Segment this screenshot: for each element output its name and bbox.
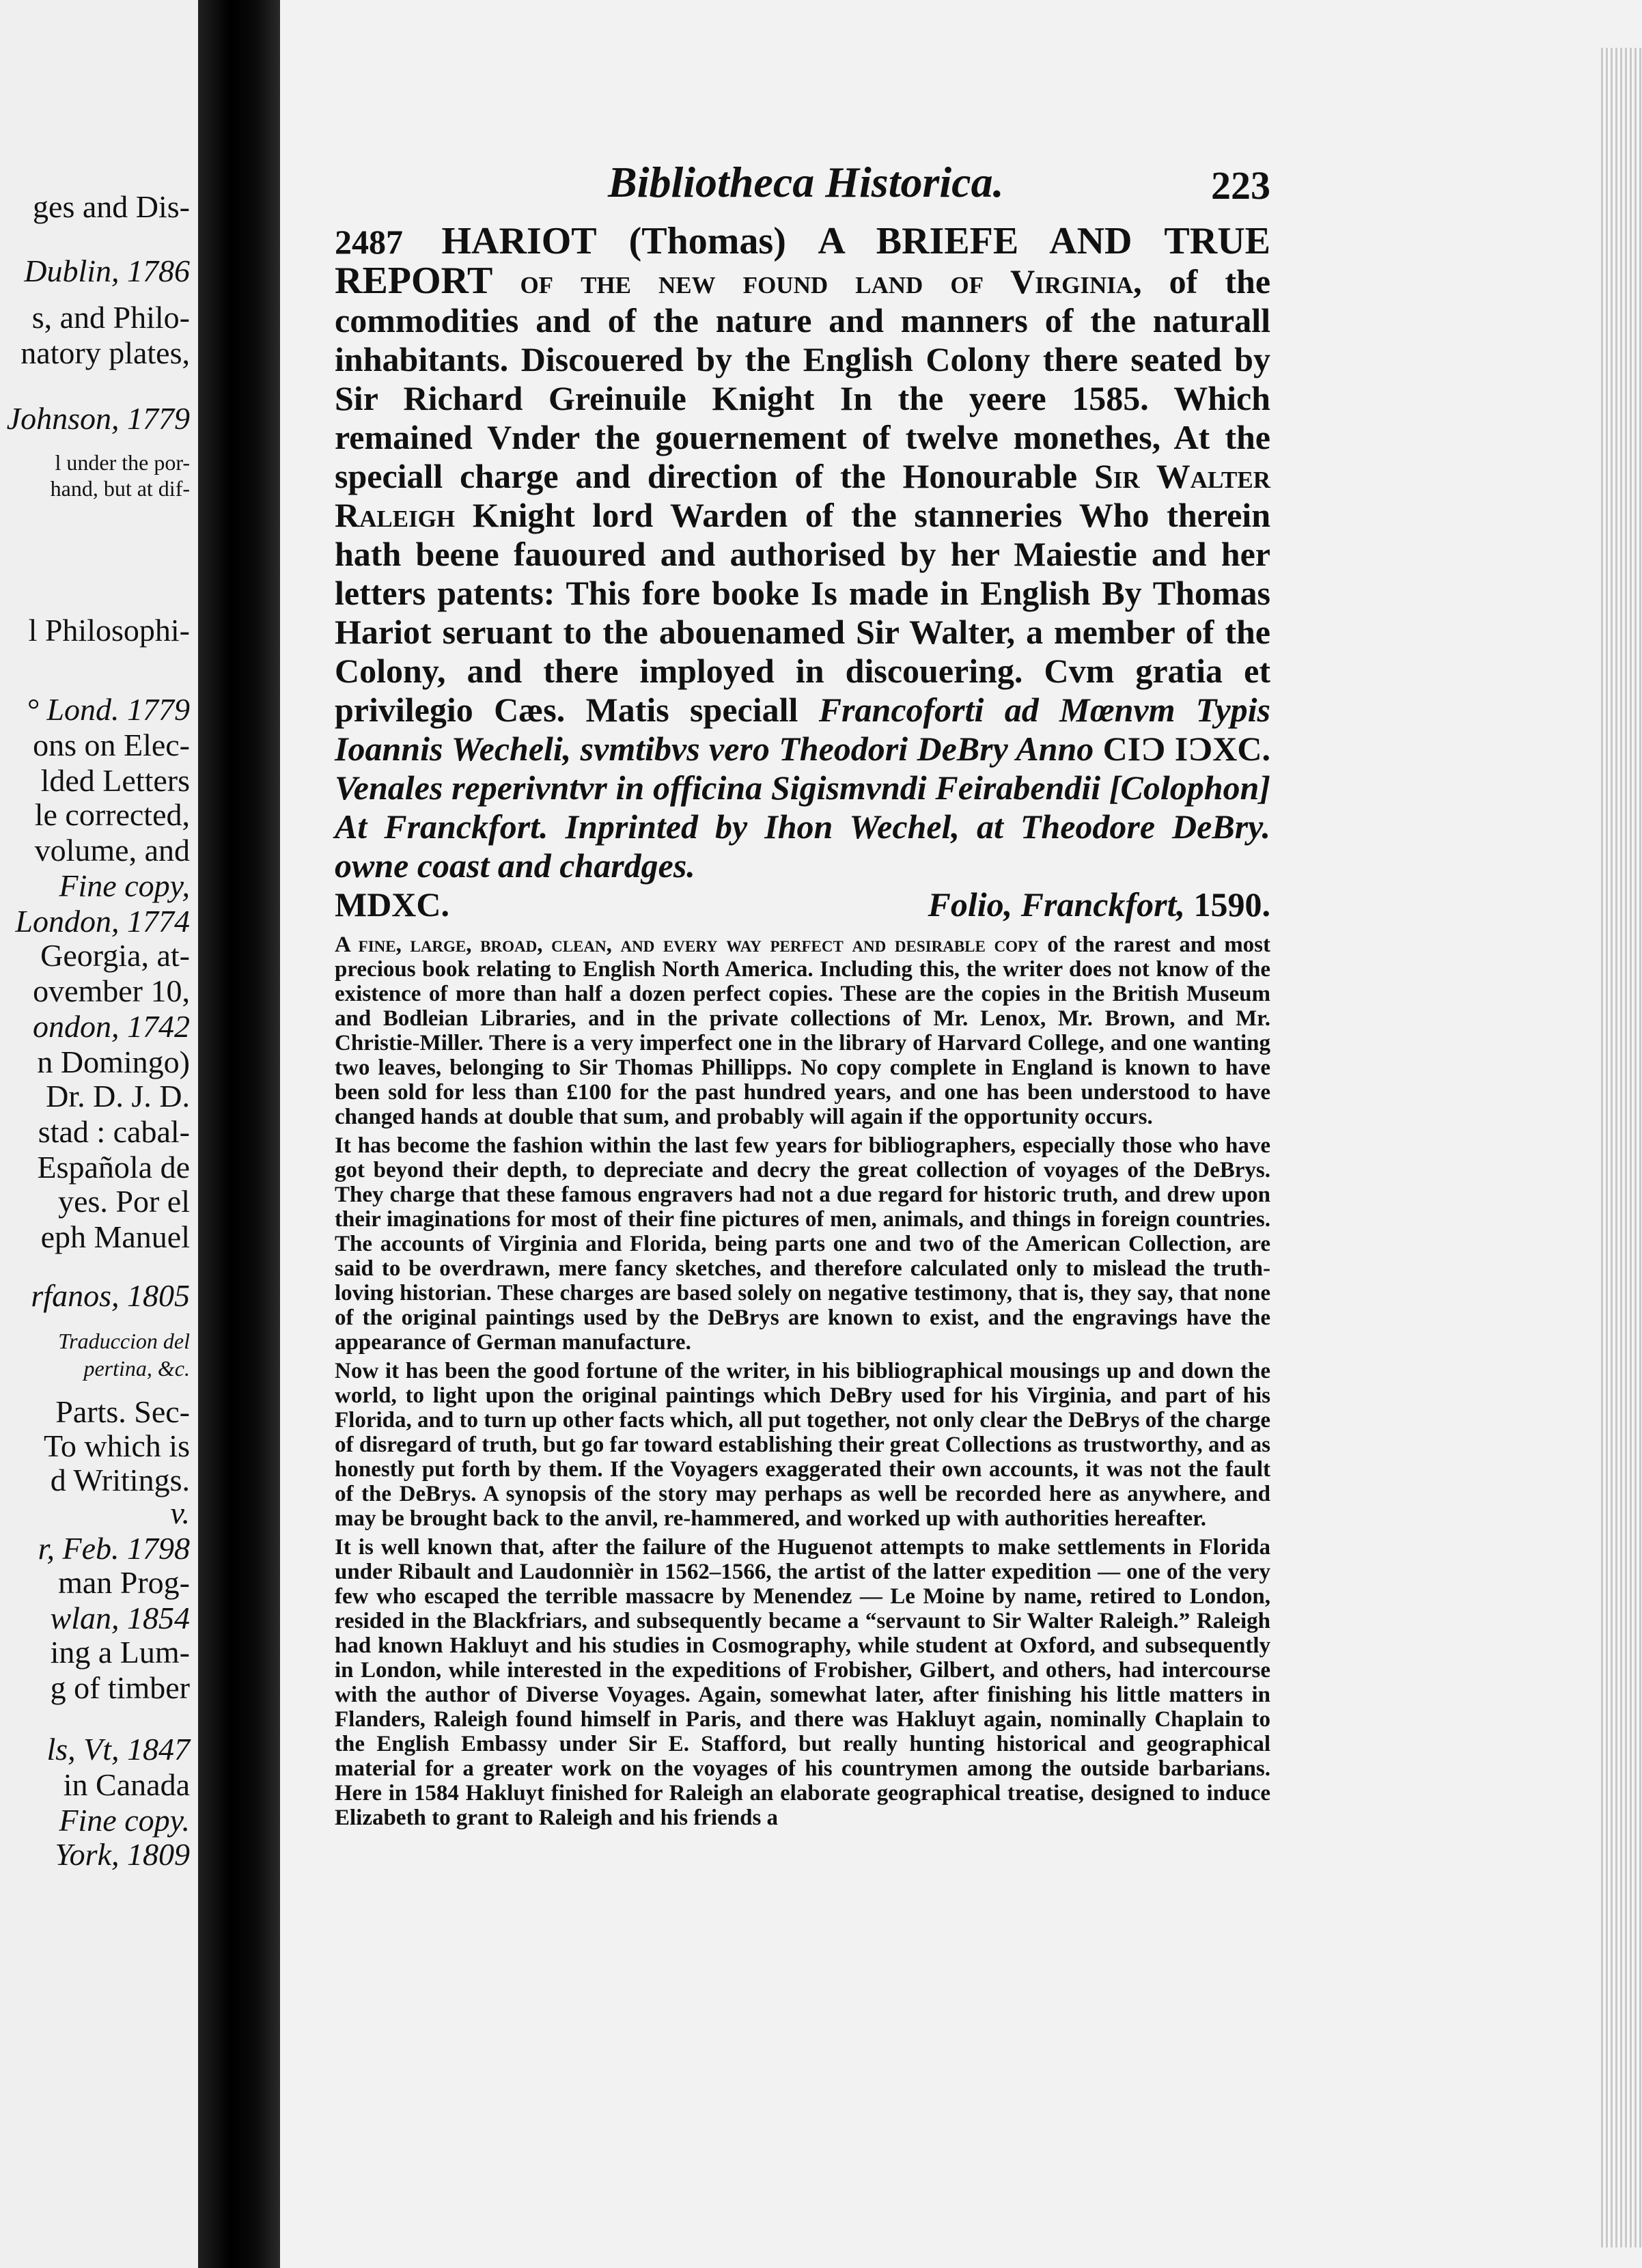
entry-year-roman: CIƆ IƆXC. bbox=[1102, 730, 1270, 768]
left-page-text-fragment: yes. Por el bbox=[58, 1184, 190, 1219]
entry-colophon-year: MDXC. bbox=[335, 885, 450, 924]
left-page-text-fragment: Traduccion del bbox=[58, 1329, 190, 1353]
entry-number: 2487 bbox=[335, 223, 403, 261]
entry-body-2: Knight lord Warden of the stanneries Who therein hath beene fauoured and authorised by her Maiestie and her letters patents: This fore booke Is made in English By Thomas Hariot seruant to the abouenamed Sir Walter, a member of the Colony, and there imployed in discouering. Cvm gratia et privilegio Cæs. Matis speciall bbox=[335, 496, 1270, 729]
entry-title-smallcaps: of the new found land of Virginia, bbox=[520, 262, 1142, 301]
note-paragraph bbox=[335, 1359, 1270, 1531]
left-page-text-fragment: eph Manuel bbox=[40, 1219, 190, 1254]
page-number: 223 bbox=[1211, 163, 1270, 208]
left-page-text-fragment: n Domingo) bbox=[37, 1045, 190, 1079]
left-page-text-fragment: r, Feb. 1798 bbox=[38, 1531, 190, 1566]
note-paragraph bbox=[335, 1535, 1270, 1830]
left-page-text-fragment: Fine copy, bbox=[59, 868, 190, 903]
left-page-text-fragment: Fine copy. bbox=[59, 1803, 190, 1838]
left-page-text-fragment: l under the por- bbox=[55, 450, 190, 475]
left-page-text-fragment: ondon, 1742 bbox=[33, 1009, 190, 1044]
catalogue-entry bbox=[335, 222, 1270, 1830]
left-page-text-fragment: man Prog- bbox=[58, 1565, 190, 1600]
left-page-text-fragment: ges and Dis- bbox=[33, 189, 190, 224]
note-paragraph bbox=[335, 932, 1270, 1129]
left-page-text-fragment: g of timber bbox=[50, 1670, 190, 1705]
note-text: of the rarest and most precious book relating to English North America. Including this, the writer does not know of the existence of more than half a dozen perfect copies. These are the copies in the British Museum and Bodleian Libraries, and in the private collections of Mr. Lenox, Mr. Brown, and Mr. Christie-Miller. There is a very imperfect one in the library of Harvard College, and one wanting two leaves, belonging to Sir Thomas Phillipps. No copy complete in England is known to have been sold for less than £100 for the past hundred years, and one has been understood to have changed hands at double that sum, and probably will again if the opportunity occurs. bbox=[335, 932, 1271, 1129]
left-page-text-fragment: ing a Lum- bbox=[50, 1635, 190, 1670]
left-page-text-fragment: Parts. Sec- bbox=[55, 1394, 190, 1429]
entry-patron: Sir Walter Raleigh bbox=[335, 457, 1270, 534]
entry-imprint: Francoforti ad Mœnvm Typis Ioannis Wecheli, svmtibvs vero Theodori DeBry Anno bbox=[335, 691, 1271, 768]
left-page-text-fragment: natory plates, bbox=[20, 335, 190, 370]
left-page-text-fragment: To which is bbox=[44, 1428, 190, 1463]
left-page-text-fragment: pertina, &c. bbox=[83, 1356, 190, 1381]
left-page-text-fragment: ovember 10, bbox=[33, 973, 190, 1008]
note-paragraph bbox=[335, 1133, 1270, 1355]
note-text: It is well known that, after the failure of the Huguenot attempts to make settlements in Florida under Ribault and Laudonnièr in 1562–1566, the artist of the latter expedition — one of the very few who escaped the terrible massacre by Menendez — Le Moine by name, retired to London, resided in the Blackfriars, and subsequently became a “servaunt to Sir Walter Raleigh.” Raleigh had known Hakluyt and his studies in Cosmography, while student at Oxford, and subsequently in London, while interested in the expeditions of Frobisher, Gilbert, and others, had intercourse with the author of Diverse Voyages. Again, somewhat later, after finishing his little matters in Flanders, Raleigh found himself in Paris, and there was Hakluyt again, nominally Chaplain to the English Embassy under Sir E. Stafford, but really hunting historical and geographical material for a greater work on the voyages of his countrymen among the outside barbarians. Here in 1584 Hakluyt finished for Raleigh an elaborate geographical treatise, designed to induce Elizabeth to grant to Raleigh and his friends a bbox=[335, 1535, 1270, 1830]
left-page-text-fragment: Española de bbox=[37, 1150, 190, 1185]
left-page-text-fragment: ls, Vt, 1847 bbox=[46, 1732, 190, 1767]
left-page-text-fragment: rfanos, 1805 bbox=[31, 1278, 190, 1313]
left-page-text-fragment: London, 1774 bbox=[15, 904, 190, 939]
note-text: It has become the fashion within the last few years for bibliographers, especially those who have got beyond their depth, to depreciate and decry the great collection of voyages of the DeBrys. They charge that these famous engravers had not a due regard for historic truth, and drew upon their imaginations for most of their fine pictures of men, animals, and things in foreign countries. The accounts of Virginia and Florida, being parts one and two of the American Collection, are said to be overdrawn, mere fancy sketches, and therefore calculated only to mislead the truth-loving historian. These charges are based solely on negative testimony, that is, they say, that none of the original paintings used by the DeBrys are known to exist, and the engravings have the appearance of German manufacture. bbox=[335, 1133, 1270, 1355]
left-page-text-fragment: in Canada bbox=[63, 1767, 190, 1802]
left-page-text-fragment: Johnson, 1779 bbox=[6, 401, 190, 436]
left-page-text-fragment: ons on Elec- bbox=[33, 728, 190, 762]
entry-imprint-line bbox=[335, 885, 1270, 924]
left-page-text-fragment: Dublin, 1786 bbox=[24, 253, 190, 288]
left-page-text-fragment: hand, but at dif- bbox=[50, 476, 190, 501]
left-page-text-fragment: l Philosophi- bbox=[28, 613, 190, 648]
entry-author: HARIOT (Thomas) bbox=[441, 220, 786, 262]
left-page-text-fragment: stad : cabal- bbox=[38, 1114, 190, 1149]
note-lead: A fine, large, broad, clean, and every way perfect and desirable copy bbox=[335, 932, 1039, 957]
left-page-text-fragment: d Writings. bbox=[50, 1463, 190, 1497]
page-edges bbox=[1601, 48, 1642, 2248]
left-page-text-fragment: le corrected, bbox=[34, 797, 190, 832]
entry-title-caps: A BRIEFE AND TRUE REPORT bbox=[335, 220, 1271, 302]
left-page-text-fragment: v. bbox=[170, 1495, 190, 1530]
left-page-text-fragment: wlan, 1854 bbox=[50, 1601, 190, 1635]
entry-body: of the commodities and of the nature and manners of the naturall inhabitants. Discouered by the English Colony there seated by Sir Richard Greinuile Knight In the yeere 1585. Which remained Vnder the gouernement of twelve monethes, At the speciall charge and direction of the Honourable bbox=[335, 262, 1271, 495]
left-page-text-fragment: ° Lond. 1779 bbox=[26, 692, 190, 727]
left-page-text-fragment: Georgia, at- bbox=[40, 938, 190, 973]
entry-title bbox=[335, 222, 1270, 885]
note-text: Now it has been the good fortune of the writer, in his bibliographical mousings up and down the world, to light upon the original paintings which DeBry used for his Virginia, and part of his Florida, and to turn up other facts which, all put together, not only clear the DeBrys of the charge of disregard of truth, but go far toward establishing their great Collections as trustworthy, and as honestly put forth by them. If the Voyagers exaggerated their own accounts, it was not the fault of the DeBrys. A synopsis of the story may perhaps as well be recorded here as anywhere, and may be brought back to the anvil, re-hammered, and worked up with authorities hereafter. bbox=[335, 1359, 1270, 1531]
entry-colophon: Venales reperivntvr in officina Sigismvndi Feirabendii [Colophon] At Franckfort. Inprinted by Ihon Wechel, at Theodore DeBry. owne coast and chardges. bbox=[335, 769, 1270, 885]
left-page-text-fragment: lded Letters bbox=[40, 763, 190, 798]
left-page-fragment bbox=[0, 0, 198, 2268]
page-header bbox=[335, 157, 1270, 212]
left-page-text-fragment: York, 1809 bbox=[55, 1837, 190, 1872]
running-head: Bibliotheca Historica. bbox=[608, 158, 1004, 206]
left-page-text-fragment: s, and Philo- bbox=[31, 300, 190, 335]
left-page-text-fragment: Dr. D. J. D. bbox=[46, 1079, 190, 1114]
entry-format: Folio, Franckfort, 1590. bbox=[928, 885, 1270, 924]
book-gutter bbox=[198, 0, 280, 2268]
left-page-text-fragment: volume, and bbox=[34, 833, 190, 868]
